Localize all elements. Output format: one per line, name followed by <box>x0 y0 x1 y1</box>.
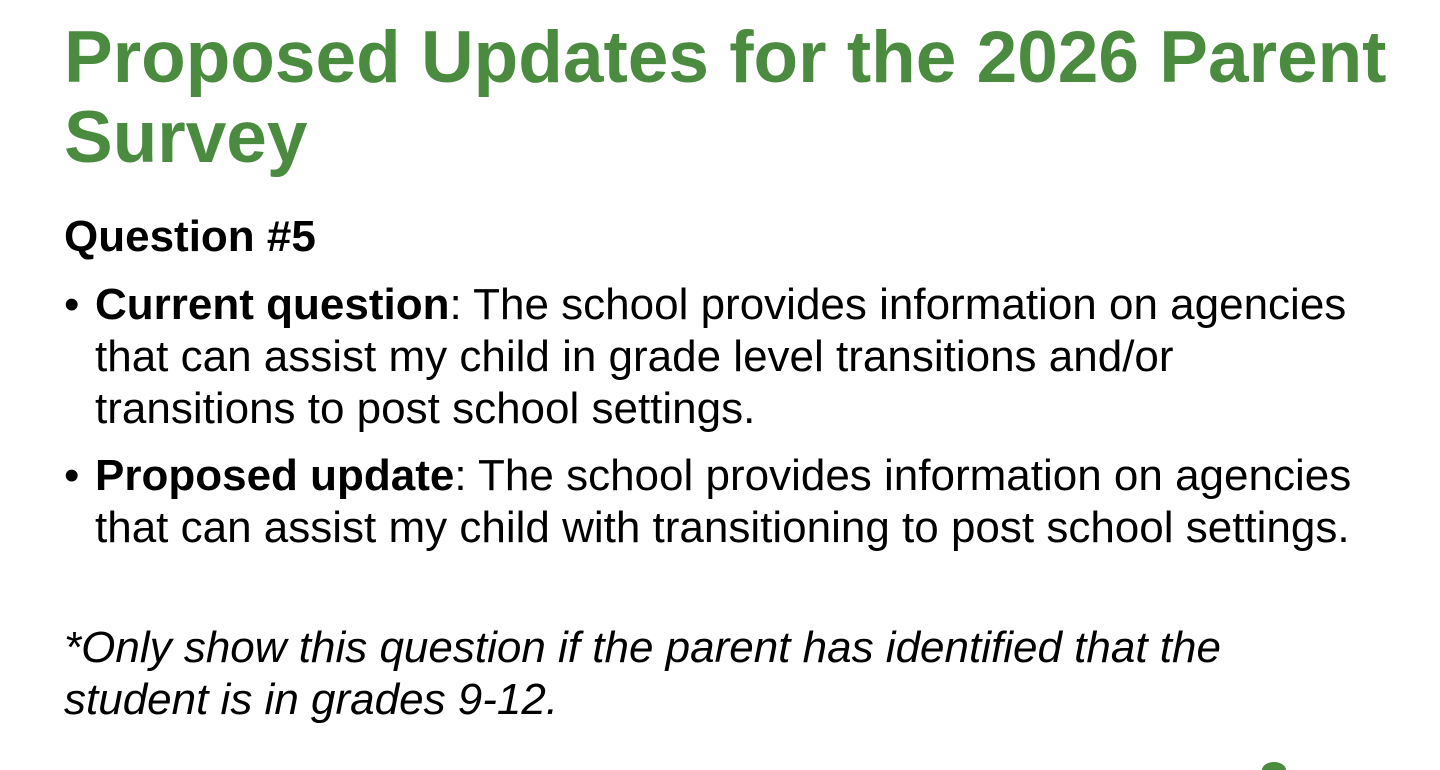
bullet-text: The school provides information on agencies that can assist my child with transitioning to post school settings. <box>95 451 1352 552</box>
bullet-list <box>64 279 1354 569</box>
bullet-text: The school provides information on agencies that can assist my child in grade level transitions and/or transitions to post school settings. <box>95 280 1347 433</box>
bullet-separator: : <box>454 451 467 500</box>
bullet-label: Proposed update <box>95 451 455 500</box>
bullet-dot: • <box>64 280 80 329</box>
bullet-separator: : <box>449 280 462 329</box>
bullet-current-question <box>64 279 1354 435</box>
bullet-proposed-update <box>64 450 1354 554</box>
footnote: *Only show this question if the parent has identified that the student is in grades 9-12. <box>64 623 1221 724</box>
question-heading: Question #5 <box>64 212 316 261</box>
corner-logo-fragment <box>1262 762 1286 770</box>
bullet-label: Current question <box>95 280 450 329</box>
slide-title: Proposed Updates for the 2026 Parent Survey <box>64 17 1387 178</box>
bullet-dot: • <box>64 451 80 500</box>
